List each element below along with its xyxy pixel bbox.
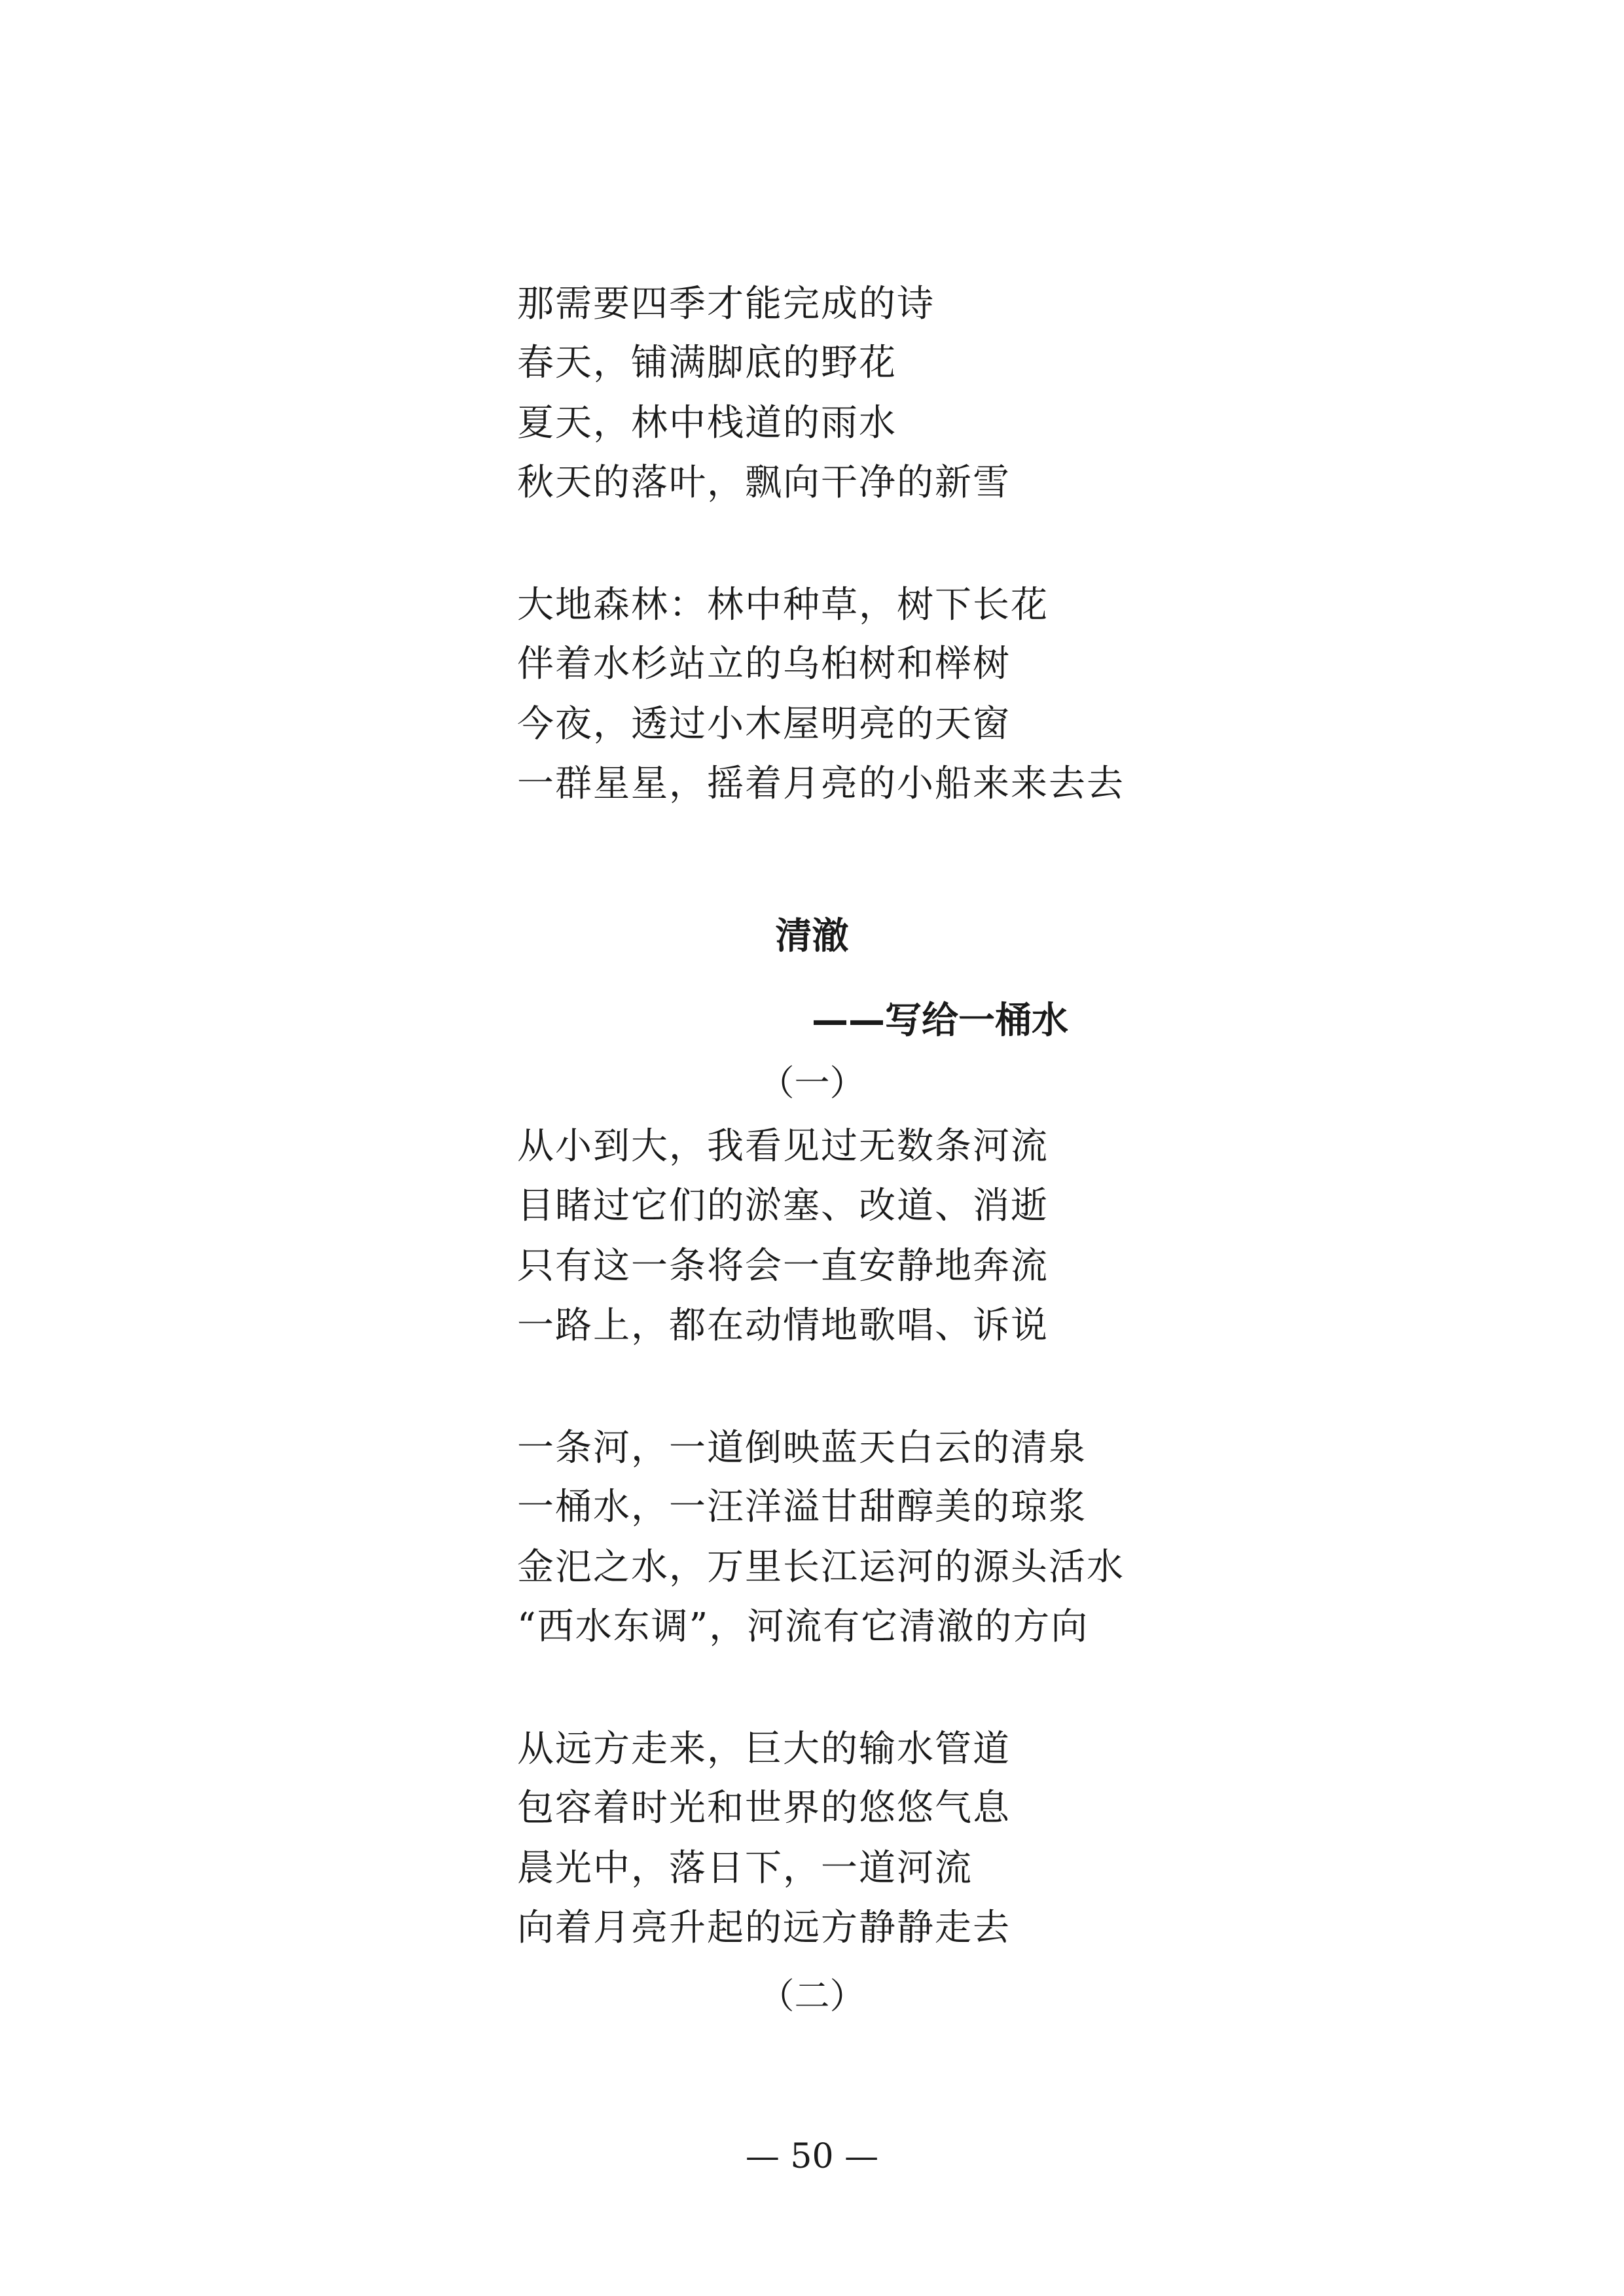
poem-line: 从小到大，我看见过无数条河流 [517,1125,1049,1168]
poem-line: 一桶水，一汪洋溢甘甜醇美的琼浆 [517,1486,1087,1528]
poem-line: 一群星星，摇着月亮的小船来来去去 [517,762,1125,805]
poem-line: 今夜，透过小木屋明亮的天窗 [517,703,1011,745]
poem-line: “西水东调”，河流有它清澈的方向 [517,1605,1089,1648]
section-heading: （一） [759,1062,865,1103]
poem-line: 夏天，林中栈道的雨水 [517,402,897,444]
poem-line: 从远方走来，巨大的输水管道 [517,1728,1011,1770]
poem-line: 春天，铺满脚底的野花 [517,342,897,384]
poem-line: 晨光中，落日下，一道河流 [517,1847,973,1890]
poem-title: 清澈 [775,915,849,958]
poem-line: 那需要四季才能完成的诗 [517,283,935,325]
poem-line: 一条河，一道倒映蓝天白云的清泉 [517,1427,1087,1469]
poem-line: 大地森林：林中种草，树下长花 [517,584,1049,626]
poem-line: 目睹过它们的淤塞、改道、消逝 [517,1185,1049,1227]
page-number: — 50 — [745,2137,879,2176]
poem-line: 秋天的落叶，飘向干净的新雪 [517,461,1011,504]
section-heading: （二） [759,1975,865,2017]
poem-line: 一路上，都在动情地歌唱、诉说 [517,1304,1049,1347]
poem-subtitle: ——写给一桶水 [812,999,1068,1042]
poem-line: 包容着时光和世界的悠悠气息 [517,1787,1011,1829]
poem-line: 只有这一条将会一直安静地奔流 [517,1245,1049,1287]
poem-line: 向着月亮升起的远方静静走去 [517,1907,1011,1949]
poem-line: 金汜之水，万里长江运河的源头活水 [517,1546,1125,1588]
poem-line: 伴着水杉站立的乌桕树和榉树 [517,643,1011,685]
